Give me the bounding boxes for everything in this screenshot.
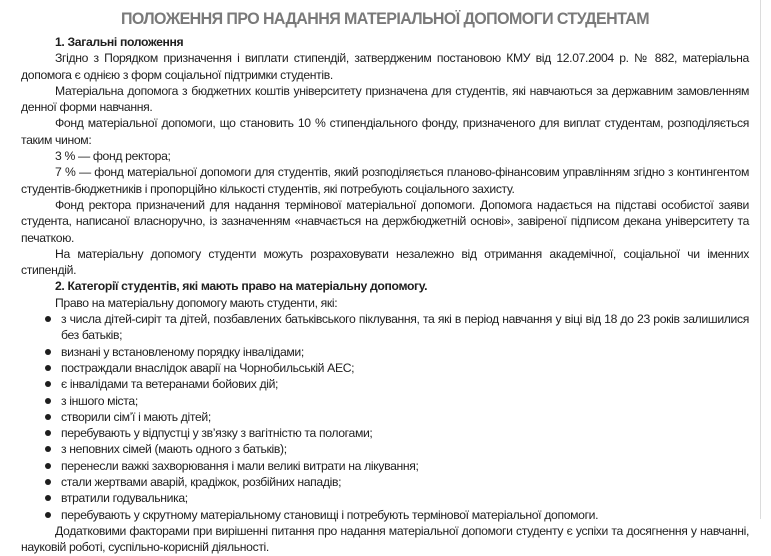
bullet-icon <box>45 495 51 501</box>
list-item: перебувають у скрутному матеріальному становищі і потребують термінової матеріальної допомоги. <box>21 507 749 523</box>
paragraph-fund-share: Фонд матеріальної допомоги, що становить 10 % стипендіального фонду, призначеного для виплат студентам, розподіляється таким чином: <box>21 116 749 147</box>
paragraph-rector-fund-purpose: Фонд ректора призначений для надання термінової матеріальної допомоги. Допомога надається на підставі особистої заяви студента, написаної власноручно, із зазначенням «навчається на держбюджетній основі», завіреної підписом декана університету та печаткою. <box>21 197 749 245</box>
list-item: визнані у встановленому порядку інвалідами; <box>21 344 749 360</box>
bullet-icon <box>45 365 51 371</box>
list-item: втратили годувальника; <box>21 490 749 506</box>
bullet-icon <box>45 349 51 355</box>
eligibility-list <box>21 311 749 523</box>
paragraph-independence: На матеріальну допомогу студенти можуть розраховувати незалежно від отримання академічної, соціальної чи іменних стипендій. <box>21 246 749 278</box>
section-2-intro: Право на матеріальну допомогу мають студенти, які: <box>55 295 338 310</box>
paragraph-additional-factors: Додатковими факторами при вирішенні питання про надання матеріальної допомоги студенту є успіхи та досягнення у навчанні, науковій роботі, суспільно-корисній діяльності. <box>21 523 749 555</box>
list-item: з неповних сімей (мають одного з батьків); <box>21 441 749 457</box>
document-title: ПОЛОЖЕННЯ ПРО НАДАННЯ МАТЕРІАЛЬНОЇ ДОПОМОГИ СТУДЕНТАМ <box>120 10 649 28</box>
bullet-icon <box>45 512 51 518</box>
paragraph-rector-fund: 3 % — фонд ректора; <box>55 149 171 164</box>
bullet-icon <box>45 479 51 485</box>
document-body <box>21 34 749 556</box>
list-item: з числа дітей-сиріт та дітей, позбавлених батьківського піклування, та які в період навчання у віці від 18 до 23 років залишилися без батьків; <box>21 311 749 344</box>
bullet-icon <box>45 381 51 387</box>
paragraph-student-fund: 7 % — фонд матеріальної допомоги для студентів, який розподіляється планово-фінансовим управлінням згідно з контингентом студентів-бюджетників і пропорційно кількості студентів, які потребують соціального захисту. <box>21 165 749 196</box>
bullet-icon <box>45 446 51 452</box>
list-item: постраждали внаслідок аварії на Чорнобильській АЕС; <box>21 360 749 376</box>
bullet-icon <box>45 398 51 404</box>
paragraph-scholarship-order: Згідно з Порядком призначення і виплати стипендій, затвердженим постановою КМУ від 12.07.2004 р. № 882, матеріальна допомога є однією з форм соціальної підтримки студентів. <box>21 51 749 82</box>
paragraph-budget-funds: Матеріальна допомога з бюджетних коштів університету призначена для студентів, які навчаються за державним замовленням денної форми навчання. <box>21 83 749 115</box>
bullet-icon <box>45 430 51 436</box>
bullet-icon <box>45 463 51 469</box>
bullet-icon <box>45 414 51 420</box>
list-item: створили сім’ї і мають дітей; <box>21 409 749 425</box>
list-item: перенесли важкі захворювання і мали великі витрати на лікування; <box>21 458 749 474</box>
section-2-heading: 2. Категорії студентів, які мають право на матеріальну допомогу. <box>55 279 428 294</box>
list-item: перебувають у відпустці у зв’язку з вагітністю та пологами; <box>21 425 749 441</box>
list-item: стали жертвами аварій, крадіжок, розбійних нападів; <box>21 474 749 490</box>
list-item: з іншого міста; <box>21 393 749 409</box>
list-item: є інвалідами та ветеранами бойових дій; <box>21 376 749 392</box>
bullet-icon <box>45 316 51 322</box>
right-margin-rule <box>760 0 761 519</box>
section-1-heading: 1. Загальні положення <box>55 35 184 49</box>
